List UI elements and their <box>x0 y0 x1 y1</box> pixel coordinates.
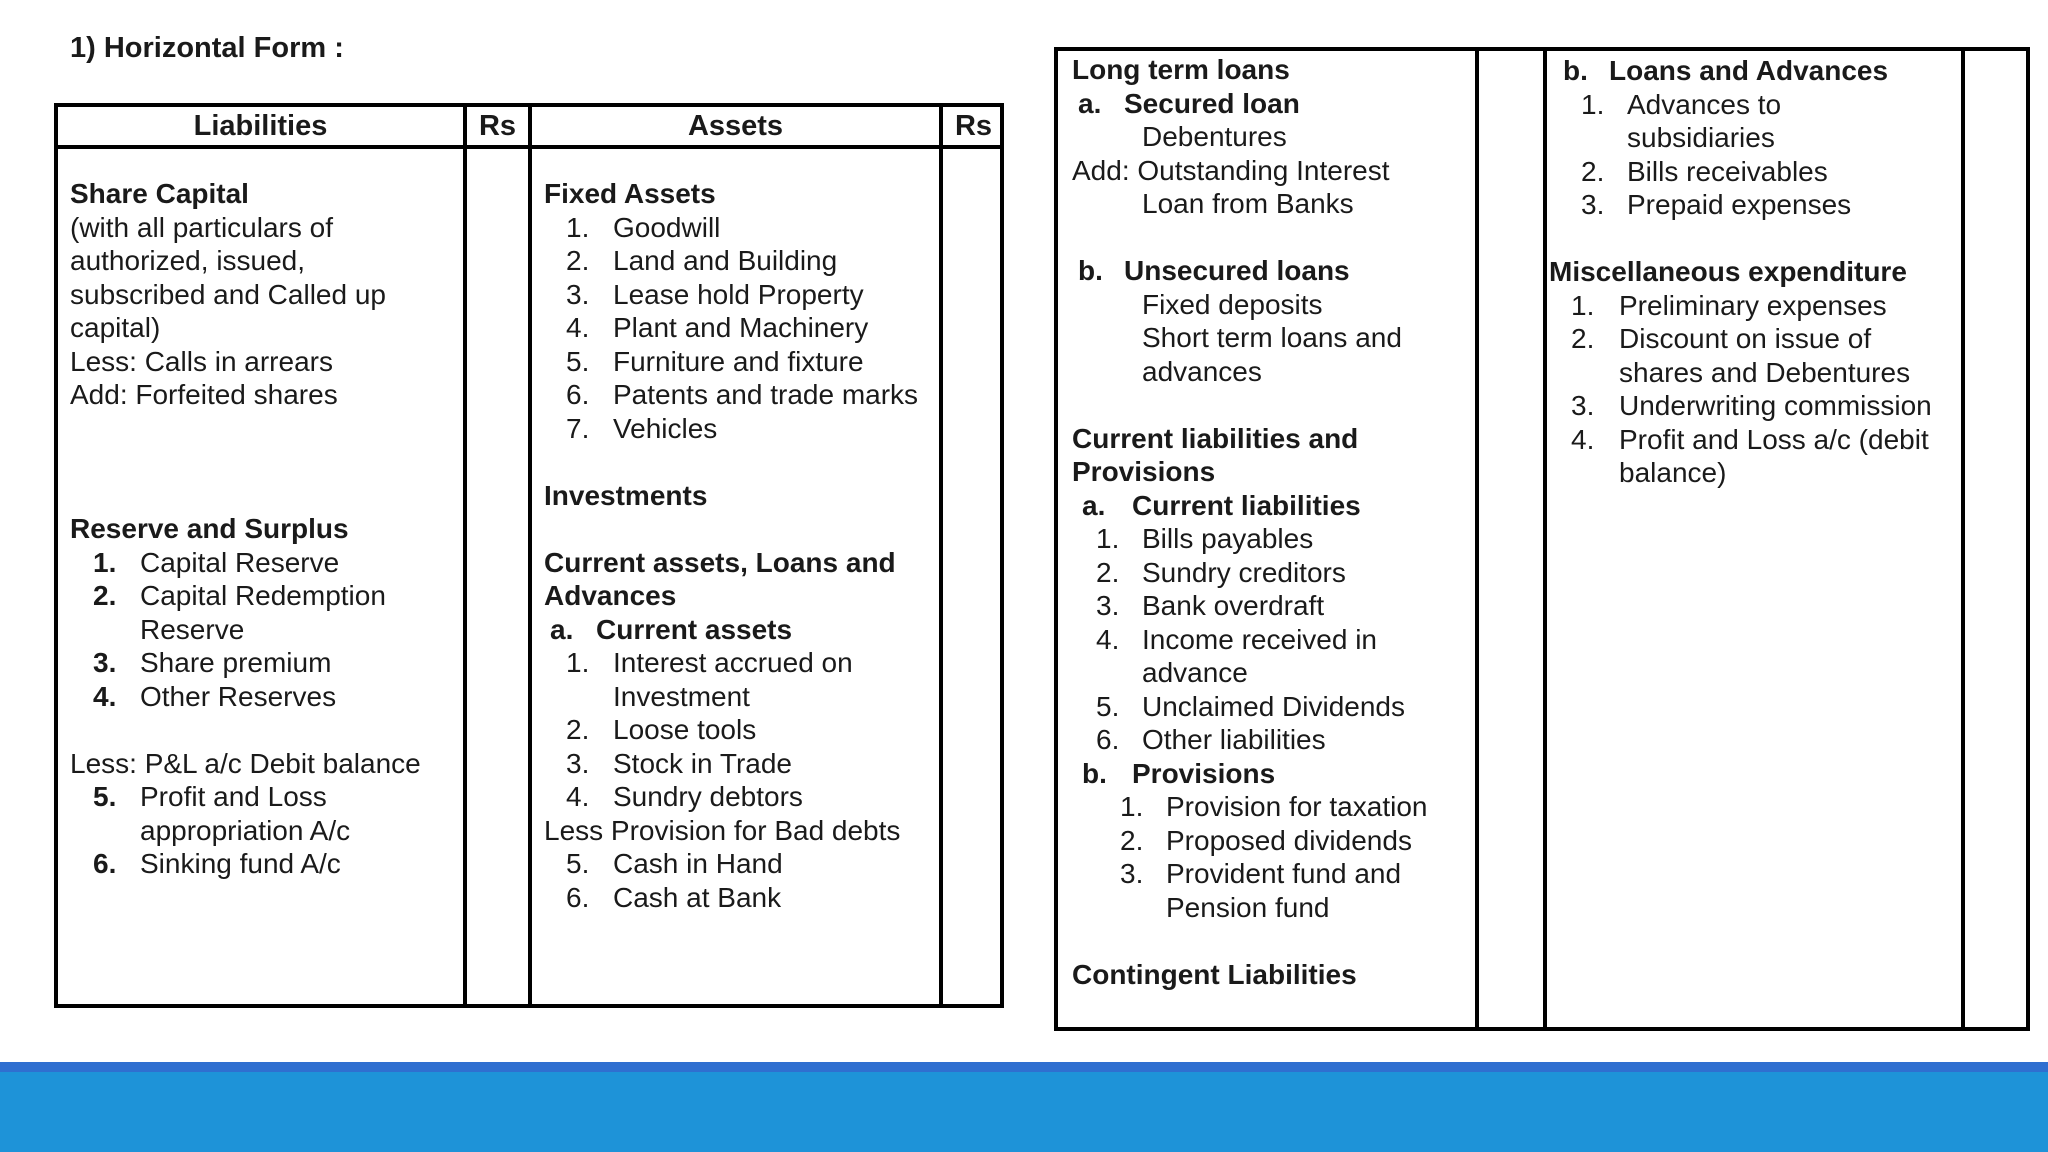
column-divider <box>1475 51 1479 1027</box>
text-line: Less: Calls in arrears <box>70 345 333 377</box>
list-item: 5. Unclaimed Dividends <box>1096 690 1406 722</box>
subsection-title: a. Current liabilities <box>1082 489 1361 521</box>
list-item: 1. Capital Reserve <box>93 546 340 578</box>
header-rs: Rs <box>954 110 993 142</box>
text-line: Add: Forfeited shares <box>70 379 338 410</box>
footer-stripe <box>0 1062 2048 1072</box>
text-line: capital) <box>70 312 161 343</box>
list-item: 2. Capital Redemption <box>93 580 386 611</box>
list-item: 1. Goodwill <box>566 211 721 243</box>
list-item-continuation: balance) <box>1619 457 1727 488</box>
liabilities-column-continued <box>1072 53 1472 991</box>
section-title: Current assets, Loans and <box>544 546 896 578</box>
text-line: Fixed deposits <box>1142 288 1323 320</box>
list-item: 3. Provident fund and <box>1120 858 1402 889</box>
header-liabilities: Liabilities <box>193 110 328 142</box>
section-title: Advances <box>544 580 677 611</box>
list-item: 4. Income received in <box>1096 623 1378 655</box>
column-divider <box>463 107 467 1004</box>
assets-column <box>544 177 939 914</box>
list-item-continuation: Pension fund <box>1166 891 1330 923</box>
section-title: Reserve and Surplus <box>70 513 349 544</box>
list-item: 3. Prepaid expenses <box>1581 189 1852 220</box>
text-line: authorized, issued, <box>70 245 306 276</box>
list-item: 5. Profit and Loss <box>93 781 327 812</box>
text-line: Loan from Banks <box>1142 188 1354 219</box>
subsection-title: a. Current assets <box>550 613 793 645</box>
list-item: 2. Loose tools <box>566 714 757 745</box>
list-item: 2. Land and Building <box>566 245 838 276</box>
balance-sheet-table-2 <box>1054 47 2030 1031</box>
text-line: (with all particulars of <box>70 211 333 243</box>
section-title: Provisions <box>1072 456 1216 487</box>
text-line: advances <box>1142 355 1262 387</box>
text-line: Less Provision for Bad debts <box>544 814 901 846</box>
text-line: Add: Outstanding Interest <box>1072 154 1390 186</box>
list-item: 5. Cash in Hand <box>566 848 783 879</box>
list-item: 3. Bank overdraft <box>1096 590 1325 621</box>
subsection-title: b. Unsecured loans <box>1078 255 1350 286</box>
list-item: 1. Bills payables <box>1096 523 1314 554</box>
list-item-continuation: subsidiaries <box>1627 122 1775 153</box>
section-title: Miscellaneous expenditure <box>1549 256 1907 287</box>
list-item: 6. Other liabilities <box>1096 724 1326 755</box>
subsection-title: b. Provisions <box>1082 757 1276 789</box>
list-item: 1. Preliminary expenses <box>1571 289 1887 321</box>
section-title: Share Capital <box>70 178 249 209</box>
header-assets: Assets <box>687 110 784 142</box>
list-item: 4. Sundry debtors <box>566 781 803 812</box>
list-item-continuation: Reserve <box>140 613 245 645</box>
list-item: 5. Furniture and fixture <box>566 345 864 377</box>
list-item: 6. Cash at Bank <box>566 881 782 913</box>
list-item: 1. Advances to <box>1581 88 1782 120</box>
balance-sheet-table-1 <box>54 103 1004 1008</box>
column-divider <box>1961 51 1965 1027</box>
liabilities-column <box>70 177 460 881</box>
section-title: Contingent Liabilities <box>1072 958 1357 990</box>
subsection-title: b. Loans and Advances <box>1563 55 1889 86</box>
text-line: subscribed and Called up <box>70 278 386 310</box>
list-item: 3. Share premium <box>93 647 332 678</box>
footer-bar <box>0 1072 2048 1152</box>
list-item: 1. Provision for taxation <box>1120 791 1428 822</box>
list-item: 1. Interest accrued on <box>566 647 853 678</box>
assets-column-continued <box>1549 54 1961 490</box>
list-item: 3. Underwriting commission <box>1571 390 1932 421</box>
list-item: 3. Stock in Trade <box>566 747 792 779</box>
list-item-continuation: shares and Debentures <box>1619 356 1911 388</box>
text-line: Less: P&L a/c Debit balance <box>70 747 421 779</box>
list-item: 6. Patents and trade marks <box>566 379 919 410</box>
list-item: 3. Lease hold Property <box>566 278 864 310</box>
column-divider <box>528 107 532 1004</box>
list-item-continuation: advance <box>1142 657 1248 688</box>
section-title: Current liabilities and <box>1072 422 1359 454</box>
list-item: 6. Sinking fund A/c <box>93 848 341 879</box>
subsection-title: a. Secured loan <box>1078 87 1300 119</box>
header-rs: Rs <box>478 110 517 142</box>
list-item: 2. Bills receivables <box>1581 155 1828 187</box>
list-item: 4. Plant and Machinery <box>566 312 869 343</box>
page-heading: 1) Horizontal Form : <box>70 32 344 64</box>
list-item: 7. Vehicles <box>566 412 718 444</box>
text-line: Short term loans and <box>1142 322 1402 353</box>
section-title: Fixed Assets <box>544 178 716 209</box>
section-title: Long term loans <box>1072 54 1290 85</box>
list-item-continuation: appropriation A/c <box>140 814 351 846</box>
column-divider <box>939 107 943 1004</box>
list-item: 4. Other Reserves <box>93 680 337 712</box>
text-line: Debentures <box>1142 121 1287 152</box>
list-item-continuation: Investment <box>613 680 750 712</box>
list-item: 4. Profit and Loss a/c (debit <box>1571 423 1929 455</box>
list-item: 2. Discount on issue of <box>1571 323 1872 354</box>
list-item: 2. Proposed dividends <box>1120 824 1412 856</box>
column-divider <box>1543 51 1547 1027</box>
section-title: Investments <box>544 479 708 511</box>
list-item: 2. Sundry creditors <box>1096 556 1346 588</box>
